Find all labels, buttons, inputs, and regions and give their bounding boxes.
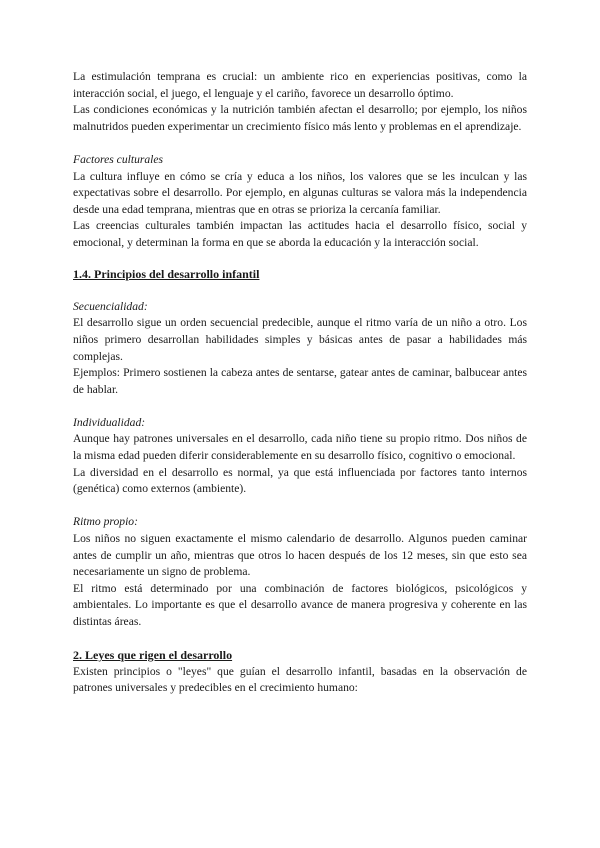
cultural-paragraph-2: Las creencias culturales también impactan las actitudes hacia el desarrollo físico, social y emocional, y determinan la forma en que se aborda la educación y la interacción social. [73, 219, 527, 249]
cultural-factors-title: Factores culturales [73, 152, 164, 166]
individualidad-title: Individualidad: [73, 415, 146, 429]
section-2-heading: 2. Leyes que rigen el desarrollo [73, 648, 233, 663]
spacer [73, 631, 527, 648]
secuencialidad-title: Secuencialidad: [73, 299, 148, 313]
spacer [73, 282, 527, 299]
document-page [73, 69, 527, 697]
spacer [73, 135, 527, 152]
section-1-4-heading: 1.4. Principios del desarrollo infantil [73, 266, 260, 281]
intro-paragraph-1: La estimulación temprana es crucial: un ambiente rico en experiencias positivas, como la interacción social, el juego, el lenguaje y el cariño, favorece un desarrollo óptimo. [73, 70, 527, 100]
spacer [73, 498, 527, 515]
ritmo-propio-title: Ritmo propio: [73, 515, 138, 529]
ritmo-propio-paragraph-2: El ritmo está determinado por una combinación de factores biológicos, psicológicos y ambientales. Lo importante es que el desarrollo avance de manera progresiva y coherente en las distintas áreas. [73, 581, 527, 628]
ritmo-propio-paragraph-1: Los niños no siguen exactamente el mismo calendario de desarrollo. Algunos pueden caminar antes de cumplir un año, mientras que otros lo hacen después de los 12 meses, sin que esto sea necesariamente un signo de problema. [73, 532, 527, 579]
individualidad-paragraph-1: Aunque hay patrones universales en el desarrollo, cada niño tiene su propio ritmo. Dos niños de la misma edad pueden diferir considerablemente en su desarrollo físico, cognitivo o emocional. [73, 432, 527, 463]
intro-paragraph-2: Las condiciones económicas y la nutrición también afectan el desarrollo; por ejemplo, los niños malnutridos pueden experimentar un crecimiento físico más lento y problemas en el aprendizaje. [73, 103, 527, 133]
secuencialidad-paragraph-2: Ejemplos: Primero sostienen la cabeza antes de sentarse, gatear antes de caminar, balbucear antes de hablar. [73, 366, 527, 396]
cultural-paragraph-1: La cultura influye en cómo se cría y educa a los niños, los valores que se les inculcan y las expectativas sobre el desarrollo. Por ejemplo, en algunas culturas se valora más la independencia desde una edad temprana, mientras que en otras se prioriza la cercanía familiar. [73, 169, 527, 216]
spacer [73, 398, 527, 415]
secuencialidad-paragraph-1: El desarrollo sigue un orden secuencial predecible, aunque el ritmo varía de un niño a otro. Los niños primero desarrollan habilidades simples y básicas antes de pasar a habilidades más complejas. [73, 316, 527, 363]
spacer [73, 252, 527, 266]
individualidad-paragraph-2: La diversidad en el desarrollo es normal, ya que está influenciada por factores tanto internos (genética) como externos (ambiente). [73, 465, 527, 496]
section-2-paragraph-1: Existen principios o "leyes" que guían el desarrollo infantil, basadas en la observación de patrones universales y predecibles en el crecimiento humano: [73, 664, 527, 695]
